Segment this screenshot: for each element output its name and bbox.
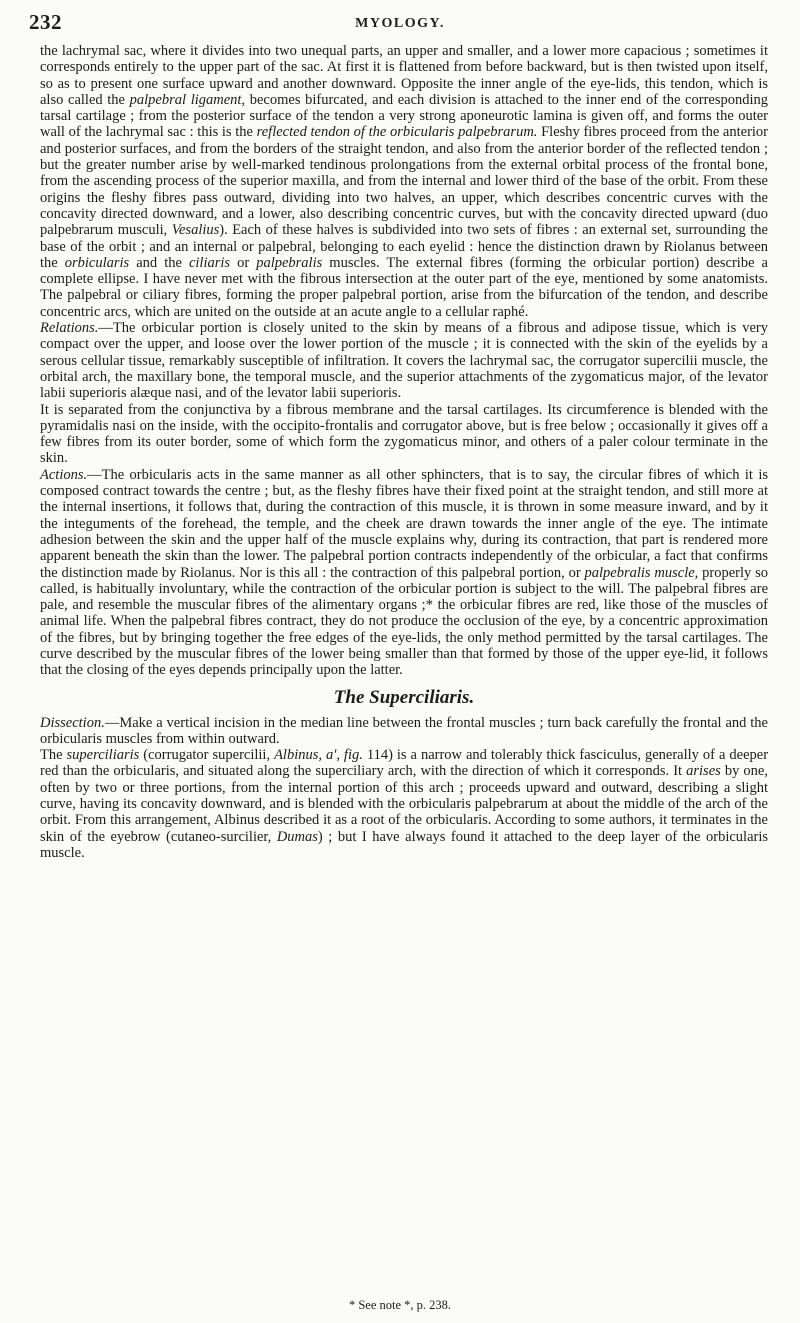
text-run: ). Each of these halves is subdivided into two sets of fibres : an external set, surrounding the base of the orbit ; and an internal or palpebral, belonging to each eyelid : hence the distinction drawn by Riolanus between the xyxy=(40,222,768,271)
term-palpebralis: palpebralis xyxy=(256,254,323,271)
running-title: MYOLOGY. xyxy=(355,16,445,31)
text-run: and the xyxy=(129,254,189,271)
text-run: or xyxy=(230,254,257,271)
citation-albinus-fig: Albinus, a', fig. xyxy=(274,747,363,764)
citation-vesalius: Vesalius xyxy=(171,222,220,239)
text-run: by one, often by two or three portions, from the internal portion of this arch ; proceeds upward and outward, describing a slight curve, having its concavity downward, and is blended with the orbicularis palpebrarum at about the middle of the arch of the orbit. From this arrangement, Albinus described it as a root of the orbicularis. According to some authors, it terminates in the skin of the eyebrow (cutaneo-surcilier, xyxy=(40,763,768,845)
text-run: muscles. The external fibres (forming the orbicular portion) describe a complete ellipse. I have never met with the fibrous intersection at the outer part of the eye, mentioned by some anatomists. The palpebral or ciliary fibres, forming the proper palpebral portion, arise from the bifurcation of the tendon, and describe concentric arcs, which are united on the outside at an acute angle to a cellular raphé. xyxy=(40,254,768,320)
section-title: The Superciliaris. xyxy=(333,686,475,708)
heading-dissection: Dissection. xyxy=(40,714,105,731)
footnote: * See note *, p. 238. xyxy=(348,1298,452,1312)
text-run: —The orbicularis acts in the same manner as all other sphincters, that is to say, the circular fibres of which it is composed contract towards the centre ; but, as the fleshy fibres have their fixed point at the straight tendon, and still more at the internal insertions, it follows that, during the contraction of this muscle, it is thrown in some measure inward, and by it the integuments of the forehead, the temple, and the cheek are drawn towards the inner angle of the eye. The intimate adhesion between the skin and the upper half of the muscle explains why, during its contraction, that part is rendered more apparent beneath the skin than the lower. The palpebral portion contracts independently of the orbicular, a fact that confirms the distinction made by Riolanus. Nor is this all : the contraction of this palpebral portion, or xyxy=(40,466,768,581)
term-palpebralis-muscle: palpebralis muscle, xyxy=(584,564,699,581)
term-reflected-tendon: reflected tendon of the orbicularis palpebrarum. xyxy=(256,124,538,141)
paragraph-actions xyxy=(40,467,768,679)
paragraph-orbicularis-structure xyxy=(40,43,768,320)
paragraph-conjunctiva xyxy=(40,402,768,467)
text-run: The xyxy=(40,747,67,764)
text-run: 114) is a narrow and tolerably thick fasciculus, generally of a deeper red than the orbicularis, and situated along the superciliary arch, with the direction of which it corresponds. It xyxy=(40,747,769,780)
term-ciliaris: ciliaris xyxy=(188,254,231,271)
text-run: becomes bifurcated, and each division is attached to the inner end of the corresponding tarsal cartilage ; from the posterior surface of the tendon a very strong aponeurotic lamina is given off, and forms the outer wall of the lachrymal sac : this is the xyxy=(40,91,769,141)
citation-dumas: Dumas xyxy=(276,828,318,845)
term-arises: arises xyxy=(686,763,721,780)
page-header xyxy=(0,10,800,36)
text-run: (corrugator supercilii, xyxy=(139,747,275,764)
heading-actions: Actions. xyxy=(40,466,88,483)
paragraph-superciliaris xyxy=(40,747,768,861)
paragraph-relations xyxy=(40,320,768,401)
paragraph-dissection xyxy=(40,715,768,748)
page-number: 232 xyxy=(29,10,62,34)
text-run: properly so called, is habitually involuntary, while the contraction of the orbicular portion is subject to the will. The palpebral fibres are pale, and resemble the muscular fibres of the alimentary organs ;* the orbicular fibres are red, like those of the muscles of animal life. When the palpebral fibres contract, they do not produce the occlusion of the eye, by a concentric approximation of the fibres, but by bringing together the free edges of the eye-lids, the only method permitted by the tarsal cartilages. The curve described by the muscular fibres of the lower being smaller than that formed by those of the upper eye-lid, it follows that the closing of the eyes depends principally upon the latter. xyxy=(40,564,768,679)
text-run: Fleshy fibres proceed from the anterior and posterior surfaces, and from the borders of the straight tendon, and also from the anterior border of the reflected tendon ; but the greater number arise by well-marked tendinous prolongations from the external orbital process of the frontal bone, from the ascending process of the superior maxilla, and from the internal and lower third of the base of the orbit. From these origins the fleshy fibres pass outward, dividing into two halves, an upper, which describes concentric curves with the concavity directed downward, and a lower, also describing concentric curves, but with the concavity directed upward (duo palpebrarum musculi, xyxy=(40,124,769,239)
term-palpebral-ligament: palpebral ligament, xyxy=(129,91,246,108)
text-run: the lachrymal sac, where it divides into two unequal parts, an upper and smaller, and a lower more capacious ; sometimes it corresponds entirely to the upper part of the sac. At first it is flattened from before backward, but is then twisted upon itself, so as to present one surface upward and another downward. Opposite the inner angle of the eye-lids, this tendon, which is also called the xyxy=(40,43,768,108)
text-run: —The orbicular portion is closely united to the skin by means of a fibrous and adipose tissue, which is very compact over the upper, and loose over the lower portion of the muscle ; it is connected with the skin of the eyelids by a serous cellular tissue, remarkably susceptible of infiltration. It covers the lachrymal sac, the corrugator supercilii muscle, the orbital arch, the maxillary bone, the temporal muscle, and the superior attachments of the zygomaticus major, of the levator labii superioris alæque nasi, and of the levator labii superioris. xyxy=(40,320,768,402)
heading-relations: Relations. xyxy=(40,320,99,337)
text-run: —Make a vertical incision in the median line between the frontal muscles ; turn back carefully the frontal and the orbicularis muscles from within outward. xyxy=(40,714,768,747)
body-text xyxy=(40,43,768,861)
term-superciliaris: superciliaris xyxy=(66,747,140,764)
term-orbicularis: orbicularis xyxy=(64,254,130,271)
text-run: It is separated from the conjunctiva by a fibrous membrane and the tarsal cartilages. Its circumference is blended with the pyramidalis nasi on the inside, with the occipito-frontalis and corrugator above, but is free below ; occasionally it gives off a few fibres from its outer border, some of which form the zygomaticus minor, and others of a paler colour terminate in the skin. xyxy=(40,401,768,467)
text-run: ) ; but I have always found it attached to the deep layer of the orbicularis muscle. xyxy=(40,828,769,861)
